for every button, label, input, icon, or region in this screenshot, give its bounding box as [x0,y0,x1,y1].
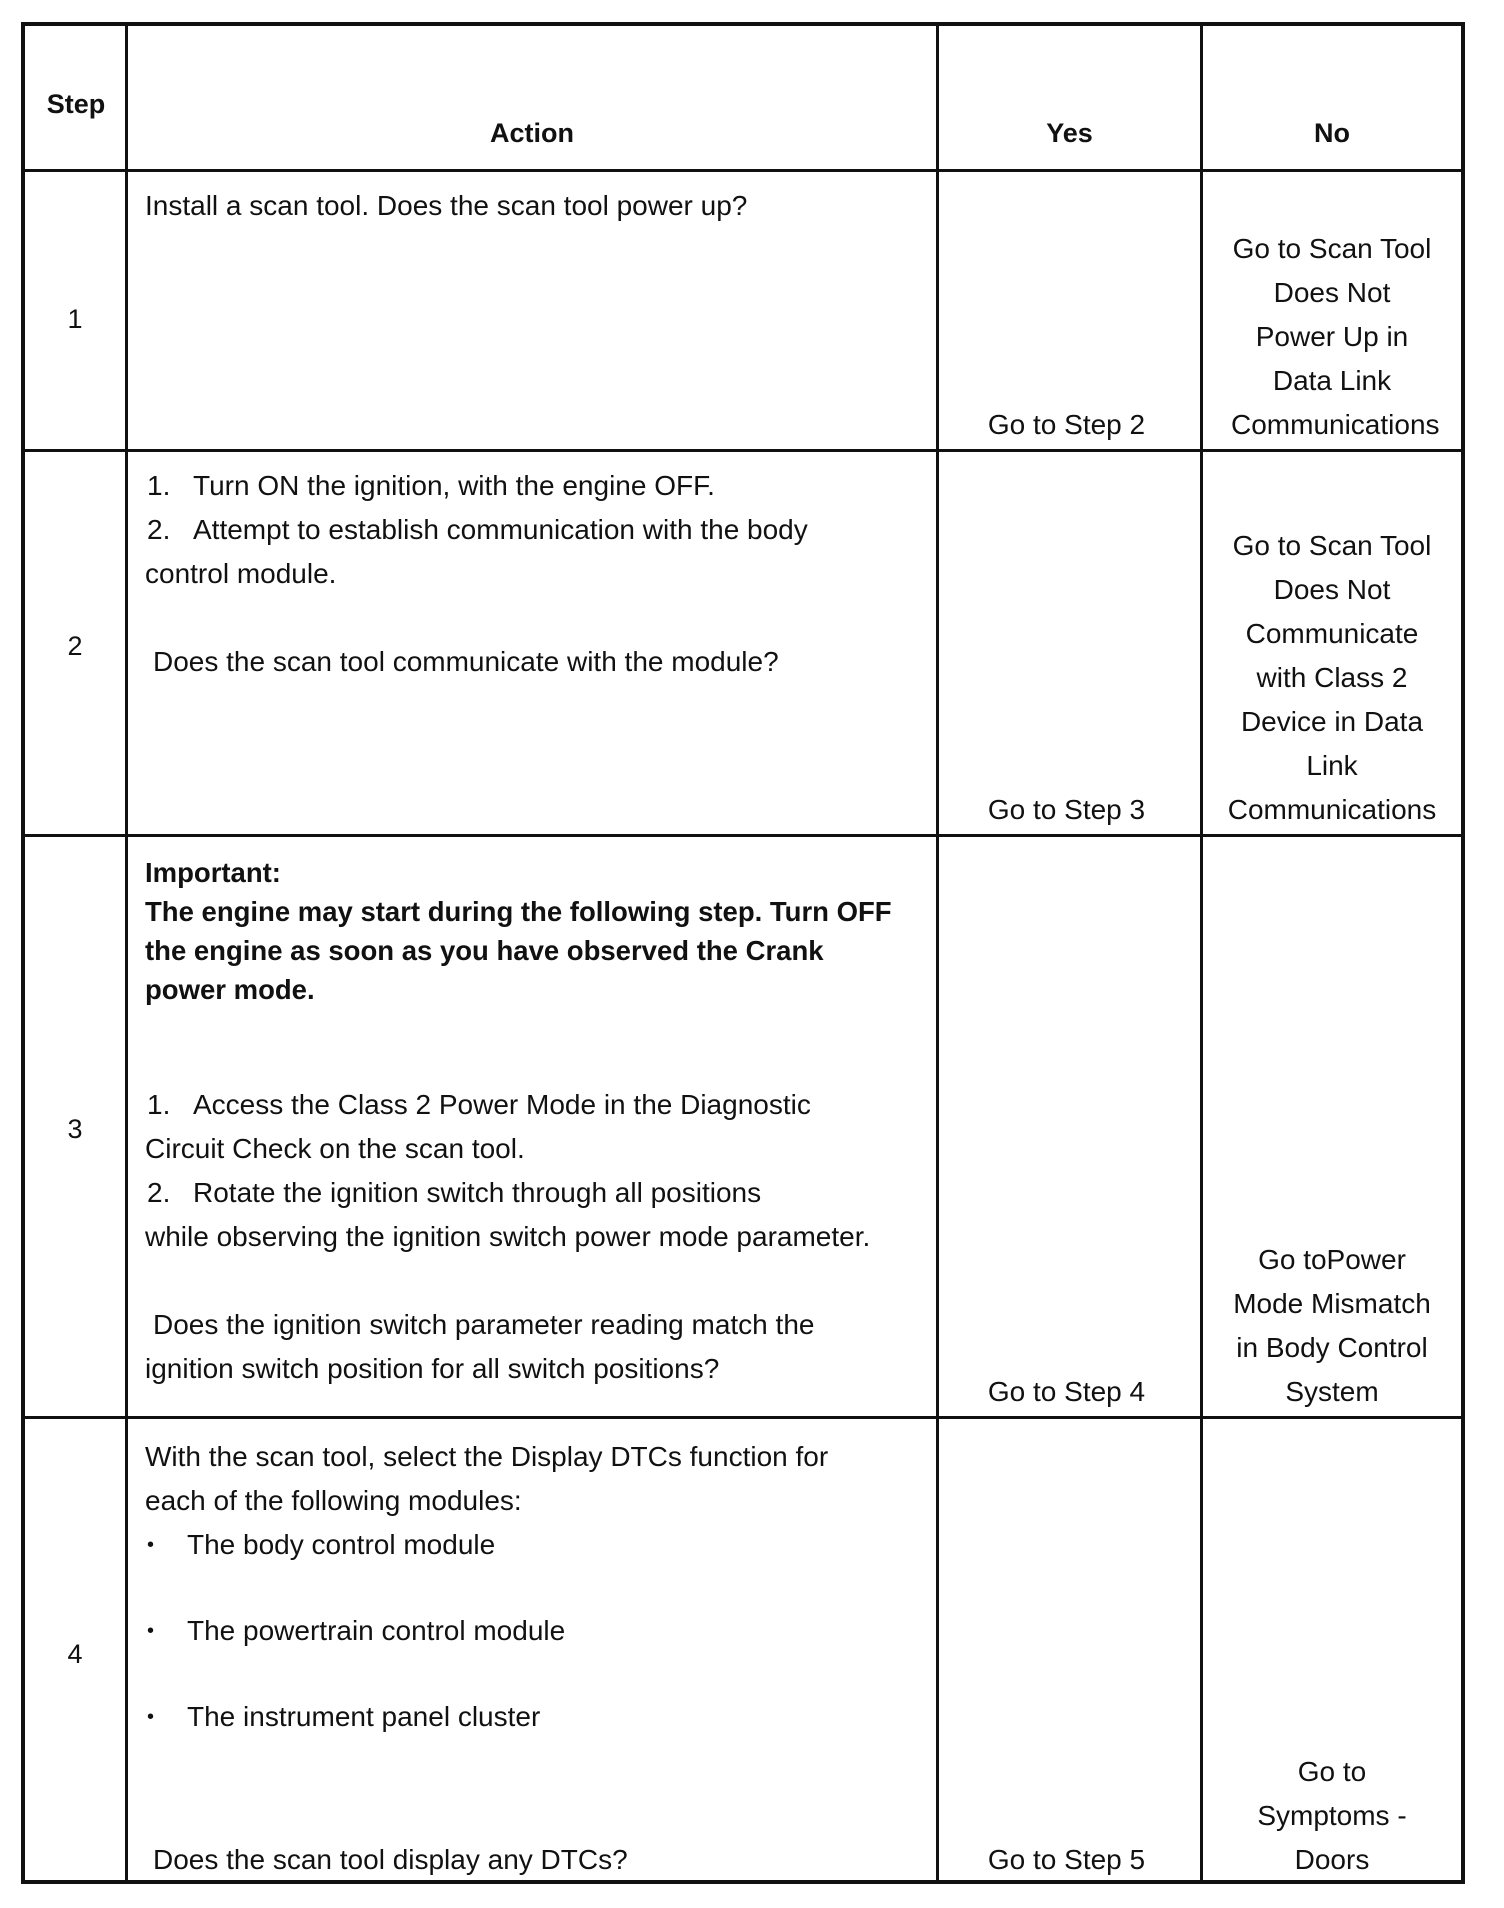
action-question-block [145,1838,922,1882]
action-list-item [145,1171,922,1215]
header-no-cell [1203,26,1461,169]
action-list-item-continued: while observing the ignition switch power mode parameter. [145,1221,871,1252]
action-list-item [145,508,922,552]
action-question: Does the ignition switch parameter reading match the [153,1309,815,1340]
action-list-item-continued: control module. [145,558,337,589]
action-cell [128,452,939,834]
yes-cell [939,452,1203,834]
yes-link[interactable]: Go to Step 5 [987,1844,1146,1875]
list-text: Access the Class 2 Power Mode in the Diagnostic [193,1089,811,1120]
action-cell [128,172,939,449]
bullet-item [145,1609,922,1653]
no-cell [1203,1419,1461,1884]
step-number: 2 [67,631,83,661]
action-text [145,1435,922,1739]
action-list-item [145,464,922,508]
bullet-icon: • [147,1534,155,1556]
no-link[interactable]: Go to Scan Tool Does Not Power Up in Data Link Communications [1231,233,1440,440]
important-text: The engine may start during the following step. Turn OFF [145,896,892,927]
action-question: Does the scan tool communicate with the module? [153,646,779,677]
step-number: 3 [67,1114,83,1144]
header-action: Action [490,118,574,148]
important-text: power mode. [145,974,315,1005]
action-text [145,184,922,228]
table-header-row [25,26,1461,172]
diagnostic-table [21,22,1465,1884]
action-intro-continued: each of the following modules: [145,1485,522,1516]
step-cell [25,837,128,1416]
header-no: No [1314,118,1350,148]
yes-link[interactable]: Go to Step 4 [987,1376,1146,1407]
yes-cell [939,172,1203,449]
step-number: 4 [67,1639,83,1669]
no-link[interactable]: Go to Symptoms - Doors [1257,1756,1407,1875]
bullet-text: The instrument panel cluster [187,1701,541,1732]
no-cell [1203,172,1461,449]
step-cell [25,452,128,834]
header-step: Step [46,89,106,119]
yes-cell [939,1419,1203,1884]
important-label: Important: [145,857,281,888]
action-line: Install a scan tool. Does the scan tool power up? [145,190,748,221]
table-row-step-4 [25,1419,1461,1884]
yes-cell [939,837,1203,1416]
table-row-step-3 [25,837,1461,1419]
header-yes: Yes [1046,118,1093,148]
bullet-icon: • [147,1620,155,1642]
bullet-icon: • [147,1706,155,1728]
header-yes-cell [939,26,1203,169]
bullet-text: The powertrain control module [187,1615,566,1646]
action-question: Does the scan tool display any DTCs? [153,1844,628,1875]
header-action-cell [128,26,939,169]
bullet-item [145,1695,922,1739]
no-cell [1203,452,1461,834]
action-list-item [145,1083,922,1127]
list-number: 1. [147,470,171,501]
bullet-text: The body control module [187,1529,496,1560]
list-text: Attempt to establish communication with the body [193,514,808,545]
action-cell [128,837,939,1416]
important-text: the engine as soon as you have observed the Crank [145,935,824,966]
list-number: 2. [147,1177,171,1208]
header-step-cell [25,26,128,169]
list-number: 2. [147,514,171,545]
no-link[interactable]: Go to Scan Tool Does Not Communicate with Class 2 Device in Data Link Communications [1227,530,1437,825]
action-text [145,464,922,684]
action-intro: With the scan tool, select the Display DTCs function for [145,1441,829,1472]
list-text: Turn ON the ignition, with the engine OFF. [193,470,715,501]
action-question-continued: ignition switch position for all switch positions? [145,1353,720,1384]
table-row-step-2 [25,452,1461,837]
list-number: 1. [147,1089,171,1120]
no-link[interactable]: Go toPower Mode Mismatch in Body Control System [1233,1244,1431,1407]
list-text: Rotate the ignition switch through all positions [193,1177,762,1208]
action-list-item-continued: Circuit Check on the scan tool. [145,1133,525,1164]
step-cell [25,172,128,449]
step-cell [25,1419,128,1884]
action-cell [128,1419,939,1884]
action-text [145,853,922,1391]
table-row-step-1 [25,172,1461,452]
step-number: 1 [67,304,83,334]
yes-link[interactable]: Go to Step 2 [987,409,1146,440]
no-cell [1203,837,1461,1416]
bullet-item [145,1523,922,1567]
yes-link[interactable]: Go to Step 3 [987,794,1146,825]
